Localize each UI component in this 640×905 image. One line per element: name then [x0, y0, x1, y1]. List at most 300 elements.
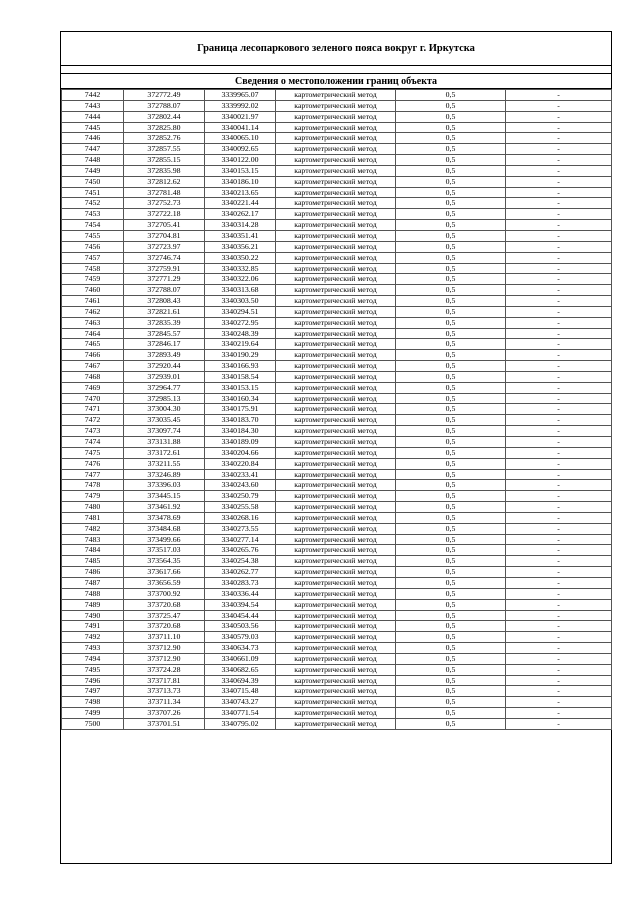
accuracy-cell: 0,5 [396, 653, 506, 664]
y-coordinate-cell: 3340153.15 [205, 165, 276, 176]
method-cell: картометрический метод [276, 469, 396, 480]
method-cell: картометрический метод [276, 122, 396, 133]
table-row [62, 556, 612, 567]
coordinates-table [61, 89, 612, 730]
y-coordinate-cell: 3340243.60 [205, 480, 276, 491]
y-coordinate-cell: 3340743.27 [205, 697, 276, 708]
method-cell: картометрический метод [276, 100, 396, 111]
y-coordinate-cell: 3340356.21 [205, 241, 276, 252]
method-cell: картометрический метод [276, 317, 396, 328]
y-coordinate-cell: 3340021.97 [205, 111, 276, 122]
point-number-cell: 7482 [62, 523, 124, 534]
table-row [62, 697, 612, 708]
description-cell: - [506, 632, 612, 643]
y-coordinate-cell: 3340454.44 [205, 610, 276, 621]
method-cell: картометрический метод [276, 447, 396, 458]
point-number-cell: 7471 [62, 404, 124, 415]
x-coordinate-cell: 373725.47 [124, 610, 205, 621]
table-row [62, 176, 612, 187]
method-cell: картометрический метод [276, 165, 396, 176]
point-number-cell: 7443 [62, 100, 124, 111]
description-cell: - [506, 686, 612, 697]
accuracy-cell: 0,5 [396, 263, 506, 274]
method-cell: картометрический метод [276, 534, 396, 545]
point-number-cell: 7486 [62, 567, 124, 578]
x-coordinate-cell: 373712.90 [124, 653, 205, 664]
accuracy-cell: 0,5 [396, 274, 506, 285]
x-coordinate-cell: 372825.80 [124, 122, 205, 133]
y-coordinate-cell: 3340294.51 [205, 306, 276, 317]
accuracy-cell: 0,5 [396, 534, 506, 545]
method-cell: картометрический метод [276, 643, 396, 654]
description-cell: - [506, 404, 612, 415]
description-cell: - [506, 577, 612, 588]
point-number-cell: 7490 [62, 610, 124, 621]
description-cell: - [506, 220, 612, 231]
y-coordinate-cell: 3339992.02 [205, 100, 276, 111]
y-coordinate-cell: 3340313.68 [205, 285, 276, 296]
description-cell: - [506, 111, 612, 122]
y-coordinate-cell: 3340262.17 [205, 209, 276, 220]
accuracy-cell: 0,5 [396, 567, 506, 578]
point-number-cell: 7453 [62, 209, 124, 220]
x-coordinate-cell: 373617.66 [124, 567, 205, 578]
x-coordinate-cell: 373564.35 [124, 556, 205, 567]
point-number-cell: 7483 [62, 534, 124, 545]
x-coordinate-cell: 372812.62 [124, 176, 205, 187]
point-number-cell: 7467 [62, 361, 124, 372]
table-row [62, 426, 612, 437]
y-coordinate-cell: 3340322.06 [205, 274, 276, 285]
x-coordinate-cell: 373478.69 [124, 512, 205, 523]
method-cell: картометрический метод [276, 90, 396, 101]
method-cell: картометрический метод [276, 285, 396, 296]
description-cell: - [506, 393, 612, 404]
description-cell: - [506, 296, 612, 307]
accuracy-cell: 0,5 [396, 220, 506, 231]
accuracy-cell: 0,5 [396, 545, 506, 556]
accuracy-cell: 0,5 [396, 599, 506, 610]
method-cell: картометрический метод [276, 632, 396, 643]
description-cell: - [506, 198, 612, 209]
point-number-cell: 7493 [62, 643, 124, 654]
method-cell: картометрический метод [276, 577, 396, 588]
y-coordinate-cell: 3340268.16 [205, 512, 276, 523]
x-coordinate-cell: 372788.07 [124, 285, 205, 296]
table-row [62, 100, 612, 111]
description-cell: - [506, 415, 612, 426]
description-cell: - [506, 534, 612, 545]
description-cell: - [506, 697, 612, 708]
y-coordinate-cell: 3340503.56 [205, 621, 276, 632]
accuracy-cell: 0,5 [396, 328, 506, 339]
table-row [62, 361, 612, 372]
method-cell: картометрический метод [276, 545, 396, 556]
y-coordinate-cell: 3340204.66 [205, 447, 276, 458]
y-coordinate-cell: 3340184.30 [205, 426, 276, 437]
x-coordinate-cell: 372704.81 [124, 230, 205, 241]
table-row [62, 230, 612, 241]
y-coordinate-cell: 3340221.44 [205, 198, 276, 209]
point-number-cell: 7470 [62, 393, 124, 404]
method-cell: картометрический метод [276, 230, 396, 241]
point-number-cell: 7479 [62, 491, 124, 502]
table-row [62, 437, 612, 448]
accuracy-cell: 0,5 [396, 404, 506, 415]
method-cell: картометрический метод [276, 263, 396, 274]
x-coordinate-cell: 373720.68 [124, 621, 205, 632]
table-row [62, 675, 612, 686]
description-cell: - [506, 643, 612, 654]
y-coordinate-cell: 3340255.58 [205, 502, 276, 513]
point-number-cell: 7464 [62, 328, 124, 339]
description-cell: - [506, 306, 612, 317]
y-coordinate-cell: 3340283.73 [205, 577, 276, 588]
description-cell: - [506, 664, 612, 675]
point-number-cell: 7498 [62, 697, 124, 708]
method-cell: картометрический метод [276, 567, 396, 578]
description-cell: - [506, 230, 612, 241]
method-cell: картометрический метод [276, 523, 396, 534]
x-coordinate-cell: 372920.44 [124, 361, 205, 372]
x-coordinate-cell: 372781.48 [124, 187, 205, 198]
point-number-cell: 7465 [62, 339, 124, 350]
method-cell: картометрический метод [276, 371, 396, 382]
accuracy-cell: 0,5 [396, 209, 506, 220]
method-cell: картометрический метод [276, 610, 396, 621]
method-cell: картометрический метод [276, 155, 396, 166]
accuracy-cell: 0,5 [396, 577, 506, 588]
y-coordinate-cell: 3340277.14 [205, 534, 276, 545]
y-coordinate-cell: 3340694.39 [205, 675, 276, 686]
accuracy-cell: 0,5 [396, 643, 506, 654]
description-cell: - [506, 545, 612, 556]
table-row [62, 317, 612, 328]
x-coordinate-cell: 372835.98 [124, 165, 205, 176]
y-coordinate-cell: 3340336.44 [205, 588, 276, 599]
y-coordinate-cell: 3340220.84 [205, 458, 276, 469]
description-cell: - [506, 599, 612, 610]
accuracy-cell: 0,5 [396, 556, 506, 567]
method-cell: картометрический метод [276, 664, 396, 675]
table-row [62, 708, 612, 719]
table-row [62, 263, 612, 274]
x-coordinate-cell: 372821.61 [124, 306, 205, 317]
description-cell: - [506, 610, 612, 621]
method-cell: картометрический метод [276, 339, 396, 350]
accuracy-cell: 0,5 [396, 165, 506, 176]
point-number-cell: 7481 [62, 512, 124, 523]
point-number-cell: 7494 [62, 653, 124, 664]
accuracy-cell: 0,5 [396, 361, 506, 372]
description-cell: - [506, 339, 612, 350]
table-row [62, 545, 612, 556]
y-coordinate-cell: 3340160.34 [205, 393, 276, 404]
description-cell: - [506, 209, 612, 220]
x-coordinate-cell: 372835.39 [124, 317, 205, 328]
point-number-cell: 7495 [62, 664, 124, 675]
accuracy-cell: 0,5 [396, 155, 506, 166]
accuracy-cell: 0,5 [396, 90, 506, 101]
description-cell: - [506, 512, 612, 523]
accuracy-cell: 0,5 [396, 198, 506, 209]
table-row [62, 469, 612, 480]
x-coordinate-cell: 373707.26 [124, 708, 205, 719]
method-cell: картометрический метод [276, 480, 396, 491]
accuracy-cell: 0,5 [396, 718, 506, 729]
y-coordinate-cell: 3340092.65 [205, 144, 276, 155]
description-cell: - [506, 350, 612, 361]
description-cell: - [506, 122, 612, 133]
y-coordinate-cell: 3340332.85 [205, 263, 276, 274]
point-number-cell: 7468 [62, 371, 124, 382]
description-cell: - [506, 437, 612, 448]
point-number-cell: 7458 [62, 263, 124, 274]
accuracy-cell: 0,5 [396, 469, 506, 480]
y-coordinate-cell: 3340579.03 [205, 632, 276, 643]
description-cell: - [506, 458, 612, 469]
point-number-cell: 7448 [62, 155, 124, 166]
accuracy-cell: 0,5 [396, 675, 506, 686]
point-number-cell: 7469 [62, 382, 124, 393]
accuracy-cell: 0,5 [396, 339, 506, 350]
y-coordinate-cell: 3340219.64 [205, 339, 276, 350]
x-coordinate-cell: 373172.61 [124, 447, 205, 458]
description-cell: - [506, 708, 612, 719]
point-number-cell: 7478 [62, 480, 124, 491]
point-number-cell: 7496 [62, 675, 124, 686]
x-coordinate-cell: 373246.89 [124, 469, 205, 480]
x-coordinate-cell: 372746.74 [124, 252, 205, 263]
x-coordinate-cell: 373717.81 [124, 675, 205, 686]
method-cell: картометрический метод [276, 512, 396, 523]
y-coordinate-cell: 3340661.09 [205, 653, 276, 664]
description-cell: - [506, 100, 612, 111]
x-coordinate-cell: 373711.10 [124, 632, 205, 643]
accuracy-cell: 0,5 [396, 350, 506, 361]
x-coordinate-cell: 373724.28 [124, 664, 205, 675]
description-cell: - [506, 361, 612, 372]
document-frame [60, 31, 612, 864]
table-row [62, 296, 612, 307]
accuracy-cell: 0,5 [396, 415, 506, 426]
accuracy-cell: 0,5 [396, 664, 506, 675]
table-row [62, 632, 612, 643]
table-row [62, 133, 612, 144]
method-cell: картометрический метод [276, 588, 396, 599]
header-spacer [61, 66, 611, 74]
point-number-cell: 7477 [62, 469, 124, 480]
method-cell: картометрический метод [276, 415, 396, 426]
table-row [62, 165, 612, 176]
accuracy-cell: 0,5 [396, 122, 506, 133]
description-cell: - [506, 285, 612, 296]
point-number-cell: 7445 [62, 122, 124, 133]
y-coordinate-cell: 3340262.77 [205, 567, 276, 578]
point-number-cell: 7462 [62, 306, 124, 317]
y-coordinate-cell: 3340351.41 [205, 230, 276, 241]
point-number-cell: 7459 [62, 274, 124, 285]
table-row [62, 404, 612, 415]
accuracy-cell: 0,5 [396, 176, 506, 187]
table-row [62, 111, 612, 122]
method-cell: картометрический метод [276, 426, 396, 437]
point-number-cell: 7446 [62, 133, 124, 144]
table-row [62, 664, 612, 675]
x-coordinate-cell: 372722.18 [124, 209, 205, 220]
accuracy-cell: 0,5 [396, 230, 506, 241]
table-row [62, 447, 612, 458]
accuracy-cell: 0,5 [396, 133, 506, 144]
method-cell: картометрический метод [276, 502, 396, 513]
point-number-cell: 7491 [62, 621, 124, 632]
point-number-cell: 7450 [62, 176, 124, 187]
table-row [62, 285, 612, 296]
point-number-cell: 7474 [62, 437, 124, 448]
accuracy-cell: 0,5 [396, 241, 506, 252]
table-row [62, 90, 612, 101]
accuracy-cell: 0,5 [396, 512, 506, 523]
x-coordinate-cell: 373656.59 [124, 577, 205, 588]
point-number-cell: 7457 [62, 252, 124, 263]
point-number-cell: 7473 [62, 426, 124, 437]
document-title: Граница лесопаркового зеленого пояса вокруг г. Иркутска [197, 43, 475, 54]
description-cell: - [506, 317, 612, 328]
x-coordinate-cell: 372705.41 [124, 220, 205, 231]
table-row [62, 350, 612, 361]
description-cell: - [506, 90, 612, 101]
accuracy-cell: 0,5 [396, 697, 506, 708]
method-cell: картометрический метод [276, 361, 396, 372]
accuracy-cell: 0,5 [396, 437, 506, 448]
section-subtitle-box [61, 74, 611, 89]
y-coordinate-cell: 3339965.07 [205, 90, 276, 101]
description-cell: - [506, 567, 612, 578]
section-subtitle: Сведения о местоположении границ объекта [235, 75, 437, 87]
y-coordinate-cell: 3340190.29 [205, 350, 276, 361]
method-cell: картометрический метод [276, 144, 396, 155]
x-coordinate-cell: 373712.90 [124, 643, 205, 654]
coordinates-table-body [62, 90, 612, 730]
y-coordinate-cell: 3340254.38 [205, 556, 276, 567]
table-row [62, 502, 612, 513]
method-cell: картометрический метод [276, 198, 396, 209]
x-coordinate-cell: 372772.49 [124, 90, 205, 101]
description-cell: - [506, 328, 612, 339]
accuracy-cell: 0,5 [396, 686, 506, 697]
table-row [62, 220, 612, 231]
y-coordinate-cell: 3340065.10 [205, 133, 276, 144]
description-cell: - [506, 144, 612, 155]
accuracy-cell: 0,5 [396, 458, 506, 469]
method-cell: картометрический метод [276, 382, 396, 393]
y-coordinate-cell: 3340041.14 [205, 122, 276, 133]
document-title-box [61, 32, 611, 66]
table-row [62, 306, 612, 317]
accuracy-cell: 0,5 [396, 588, 506, 599]
accuracy-cell: 0,5 [396, 187, 506, 198]
y-coordinate-cell: 3340634.73 [205, 643, 276, 654]
x-coordinate-cell: 372985.13 [124, 393, 205, 404]
method-cell: картометрический метод [276, 718, 396, 729]
method-cell: картометрический метод [276, 241, 396, 252]
description-cell: - [506, 241, 612, 252]
x-coordinate-cell: 372857.55 [124, 144, 205, 155]
y-coordinate-cell: 3340795.02 [205, 718, 276, 729]
description-cell: - [506, 621, 612, 632]
y-coordinate-cell: 3340394.54 [205, 599, 276, 610]
x-coordinate-cell: 372802.44 [124, 111, 205, 122]
description-cell: - [506, 133, 612, 144]
method-cell: картометрический метод [276, 653, 396, 664]
table-row [62, 686, 612, 697]
method-cell: картометрический метод [276, 686, 396, 697]
x-coordinate-cell: 372852.76 [124, 133, 205, 144]
description-cell: - [506, 502, 612, 513]
point-number-cell: 7485 [62, 556, 124, 567]
point-number-cell: 7488 [62, 588, 124, 599]
method-cell: картометрический метод [276, 404, 396, 415]
method-cell: картометрический метод [276, 599, 396, 610]
table-row [62, 198, 612, 209]
accuracy-cell: 0,5 [396, 708, 506, 719]
y-coordinate-cell: 3340183.70 [205, 415, 276, 426]
table-row [62, 393, 612, 404]
description-cell: - [506, 523, 612, 534]
point-number-cell: 7449 [62, 165, 124, 176]
y-coordinate-cell: 3340350.22 [205, 252, 276, 263]
table-row [62, 610, 612, 621]
description-cell: - [506, 165, 612, 176]
table-row [62, 382, 612, 393]
method-cell: картометрический метод [276, 133, 396, 144]
table-row [62, 523, 612, 534]
accuracy-cell: 0,5 [396, 447, 506, 458]
point-number-cell: 7451 [62, 187, 124, 198]
description-cell: - [506, 675, 612, 686]
table-row [62, 187, 612, 198]
point-number-cell: 7475 [62, 447, 124, 458]
point-number-cell: 7442 [62, 90, 124, 101]
x-coordinate-cell: 372788.07 [124, 100, 205, 111]
point-number-cell: 7455 [62, 230, 124, 241]
point-number-cell: 7463 [62, 317, 124, 328]
x-coordinate-cell: 372771.29 [124, 274, 205, 285]
description-cell: - [506, 371, 612, 382]
y-coordinate-cell: 3340273.55 [205, 523, 276, 534]
method-cell: картометрический метод [276, 176, 396, 187]
y-coordinate-cell: 3340122.00 [205, 155, 276, 166]
accuracy-cell: 0,5 [396, 480, 506, 491]
accuracy-cell: 0,5 [396, 523, 506, 534]
table-row [62, 252, 612, 263]
table-row [62, 371, 612, 382]
accuracy-cell: 0,5 [396, 371, 506, 382]
y-coordinate-cell: 3340248.39 [205, 328, 276, 339]
x-coordinate-cell: 373131.88 [124, 437, 205, 448]
point-number-cell: 7484 [62, 545, 124, 556]
point-number-cell: 7500 [62, 718, 124, 729]
description-cell: - [506, 274, 612, 285]
accuracy-cell: 0,5 [396, 306, 506, 317]
x-coordinate-cell: 372893.49 [124, 350, 205, 361]
y-coordinate-cell: 3340272.95 [205, 317, 276, 328]
x-coordinate-cell: 373445.15 [124, 491, 205, 502]
description-cell: - [506, 588, 612, 599]
description-cell: - [506, 263, 612, 274]
accuracy-cell: 0,5 [396, 621, 506, 632]
y-coordinate-cell: 3340153.15 [205, 382, 276, 393]
